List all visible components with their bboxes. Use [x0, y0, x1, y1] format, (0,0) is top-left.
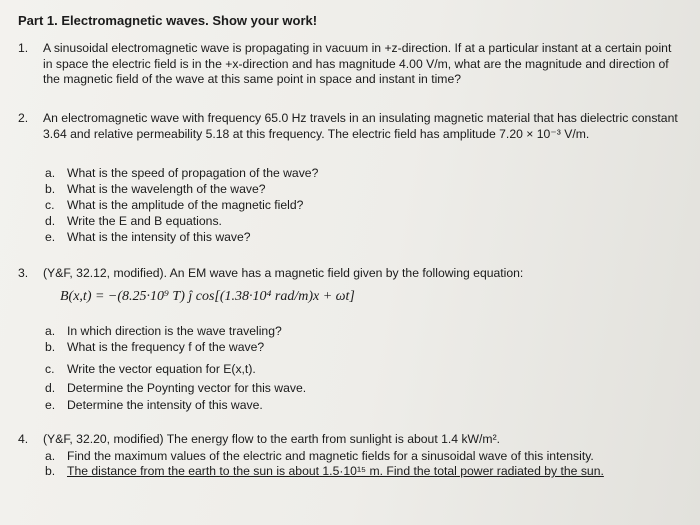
q3-part-b: b. What is the frequency f of the wave?	[45, 340, 265, 354]
question-number: 2.	[18, 111, 29, 125]
magnetic-field-equation: B(x,t) = −(8.25·10⁹ T) ĵ cos[(1.38·10⁴ rad/m)x + ωt]	[60, 289, 355, 304]
q3-part-c: c. Write the vector equation for E(x,t).	[45, 362, 256, 376]
question-text: (Y&F, 32.20, modified) The energy flow to the earth from sunlight is about 1.4 kW/m².	[43, 432, 501, 446]
q3-part-d: d. Determine the Poynting vector for this wave.	[45, 381, 307, 395]
q2-part-b: b. What is the wavelength of the wave?	[45, 182, 266, 196]
question-1	[18, 41, 678, 88]
q2-part-e: e. What is the intensity of this wave?	[45, 230, 251, 244]
question-number: 1.	[18, 41, 29, 55]
q4-part-b: b. The distance from the earth to the sun is about 1.5·10¹⁵ m. Find the total power radiated by the sun.	[45, 464, 604, 478]
q2-part-c: c. What is the amplitude of the magnetic field?	[45, 198, 304, 212]
question-text: (Y&F, 32.12, modified). An EM wave has a magnetic field given by the following equation:	[43, 266, 524, 280]
page-title: Part 1. Electromagnetic waves. Show your work!	[18, 13, 318, 28]
question-number: 3.	[18, 266, 29, 280]
question-3	[18, 266, 678, 282]
question-4	[18, 432, 678, 448]
question-text: A sinusoidal electromagnetic wave is propagating in vacuum in +z-direction. If at a particular instant at a certain point in space the electric field is in the +x-direction and has magnitude 4.00 V/m, what are the magnitude and direction of the magnetic field of the wave at this same point in space and instant in time?	[43, 41, 672, 87]
q3-part-a: a. In which direction is the wave traveling?	[45, 324, 282, 338]
q4-part-a: a. Find the maximum values of the electric and magnetic fields for a sinusoidal wave of this intensity.	[45, 449, 594, 463]
question-text: An electromagnetic wave with frequency 65.0 Hz travels in an insulating magnetic material that has dielectric constant 3.64 and relative permeability 5.18 at this frequency. The electric field has amplitude 7.20 × 10⁻³ V/m.	[43, 111, 678, 141]
question-number: 4.	[18, 432, 29, 446]
question-2	[18, 111, 678, 142]
q2-part-d: d. Write the E and B equations.	[45, 214, 222, 228]
q2-part-a: a. What is the speed of propagation of the wave?	[45, 166, 319, 180]
q3-part-e: e. Determine the intensity of this wave.	[45, 398, 263, 412]
